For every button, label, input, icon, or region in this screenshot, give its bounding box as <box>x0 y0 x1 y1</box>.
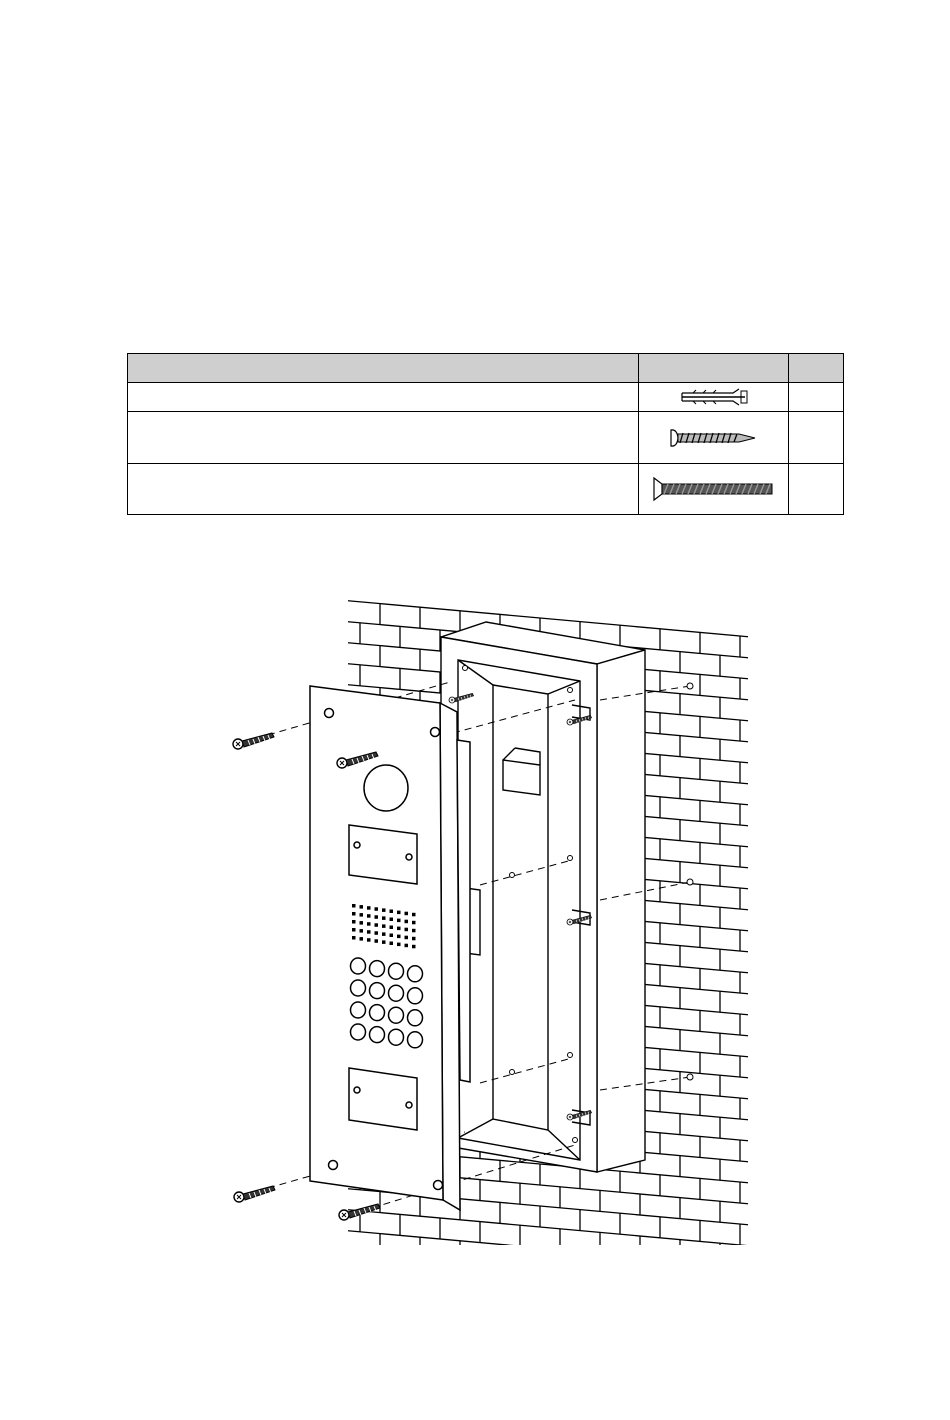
grille-hole <box>352 928 356 932</box>
grille-hole <box>382 924 386 928</box>
keypad-button <box>408 966 423 982</box>
grille-hole <box>397 935 401 939</box>
grille-hole <box>382 932 386 936</box>
grille-hole <box>382 908 386 912</box>
header-picture <box>639 354 789 383</box>
part-name <box>128 412 639 464</box>
grille-hole <box>390 926 394 930</box>
grille-hole <box>390 934 394 938</box>
installation-diagram <box>215 585 760 1250</box>
keypad-button <box>351 980 366 996</box>
part-quantity <box>789 412 844 464</box>
keypad-button <box>351 1024 366 1040</box>
front-panel <box>310 686 470 1210</box>
grille-hole <box>352 912 356 916</box>
grille-hole <box>405 944 409 948</box>
grille-hole <box>367 930 371 934</box>
grille-hole <box>367 914 371 918</box>
grille-hole <box>390 918 394 922</box>
grille-hole <box>412 945 416 949</box>
grille-hole <box>375 931 379 935</box>
accessory-table <box>127 353 844 515</box>
grille-hole <box>397 911 401 915</box>
table-row <box>128 383 844 412</box>
keypad-button <box>351 958 366 974</box>
grille-hole <box>360 937 364 941</box>
keypad-button <box>408 1032 423 1048</box>
part-name <box>128 464 639 515</box>
part-picture <box>639 412 789 464</box>
grille-hole <box>352 936 356 940</box>
grille-hole <box>375 907 379 911</box>
keypad-button <box>389 1007 404 1023</box>
grille-hole <box>375 923 379 927</box>
keypad-button <box>370 1027 385 1043</box>
part-name <box>128 383 639 412</box>
camera-lens <box>364 765 408 811</box>
keypad-button <box>370 1005 385 1021</box>
grille-hole <box>360 913 364 917</box>
grille-hole <box>375 939 379 943</box>
part-quantity <box>789 383 844 412</box>
grille-hole <box>382 940 386 944</box>
keypad-button <box>389 963 404 979</box>
grille-hole <box>397 919 401 923</box>
grille-hole <box>352 920 356 924</box>
keypad-button <box>408 1010 423 1026</box>
keypad-button <box>370 983 385 999</box>
grille-hole <box>405 936 409 940</box>
grille-hole <box>367 938 371 942</box>
part-picture <box>639 464 789 515</box>
grille-hole <box>412 913 416 917</box>
keypad-button <box>389 1029 404 1045</box>
grille-hole <box>375 915 379 919</box>
keypad-button <box>351 1002 366 1018</box>
grille-hole <box>367 906 371 910</box>
countersunk-machine-screw-icon <box>652 476 776 502</box>
keypad-button <box>408 988 423 1004</box>
grille-hole <box>412 921 416 925</box>
grille-hole <box>390 942 394 946</box>
grille-hole <box>352 904 356 908</box>
part-quantity <box>789 464 844 515</box>
grille-hole <box>405 912 409 916</box>
part-picture <box>639 383 789 412</box>
grille-hole <box>360 929 364 933</box>
table-row <box>128 412 844 464</box>
grille-hole <box>412 929 416 933</box>
grille-hole <box>367 922 371 926</box>
grille-hole <box>390 910 394 914</box>
grille-hole <box>360 921 364 925</box>
keypad-button <box>389 985 404 1001</box>
self-tapping-screw-icon <box>669 427 759 449</box>
table-header-row <box>128 354 844 383</box>
table-row <box>128 464 844 515</box>
header-quantity <box>789 354 844 383</box>
grille-hole <box>397 927 401 931</box>
grille-hole <box>412 937 416 941</box>
card-plate <box>349 1068 417 1130</box>
keypad-button <box>370 961 385 977</box>
grille-hole <box>360 905 364 909</box>
header-name <box>128 354 639 383</box>
grille-hole <box>405 920 409 924</box>
grille-hole <box>382 916 386 920</box>
grille-hole <box>397 943 401 947</box>
expansion-bolt-icon <box>679 387 749 407</box>
grille-hole <box>405 928 409 932</box>
